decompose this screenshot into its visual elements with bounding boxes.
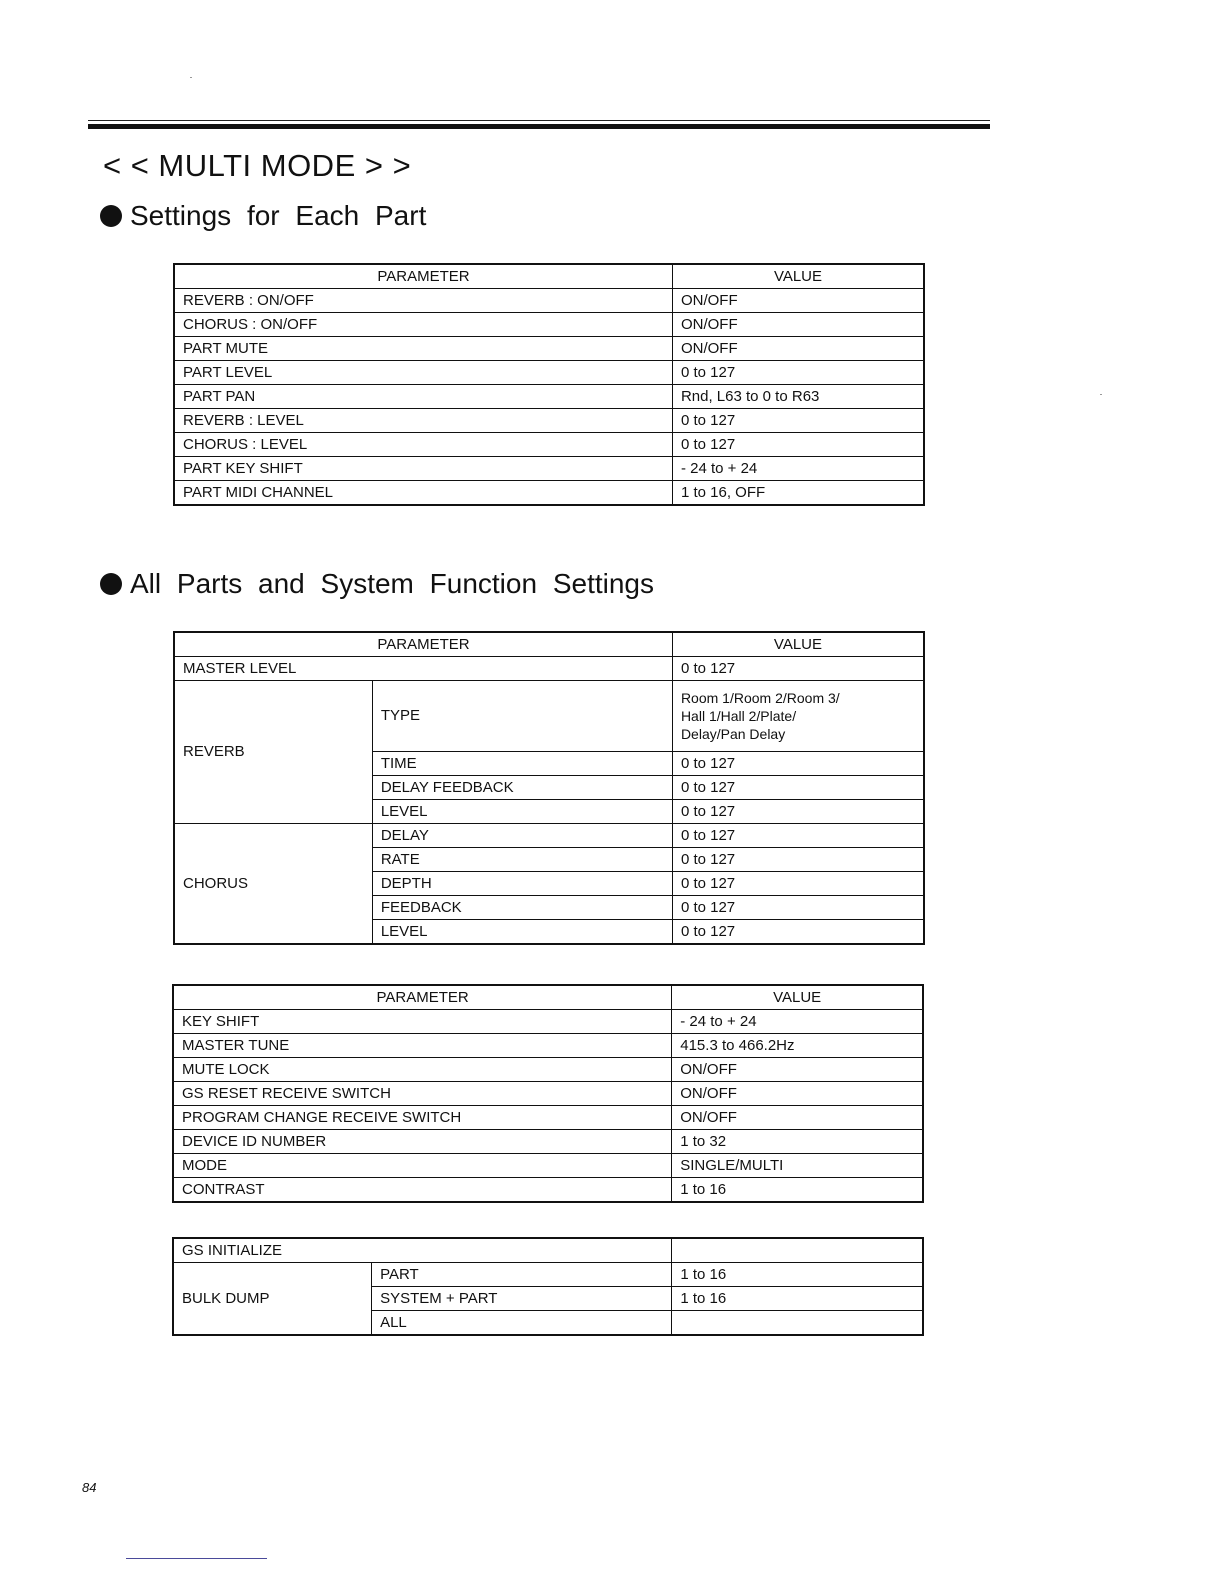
section-heading-text: Settings for Each Part (130, 200, 427, 231)
param-cell: SYSTEM + PART (372, 1287, 672, 1311)
value-cell: ON/OFF (672, 1106, 923, 1130)
param-cell: PART KEY SHIFT (174, 457, 672, 481)
table-row (174, 481, 924, 506)
value-cell: SINGLE/MULTI (672, 1154, 923, 1178)
table-row (173, 1154, 923, 1178)
value-cell: 0 to 127 (672, 800, 924, 824)
param-cell: CHORUS : LEVEL (174, 433, 672, 457)
table-row (174, 433, 924, 457)
header-parameter: PARAMETER (174, 632, 672, 657)
header-value: VALUE (672, 264, 924, 289)
value-cell: ON/OFF (672, 313, 924, 337)
table-row (173, 1130, 923, 1154)
value-cell: 0 to 127 (672, 872, 924, 896)
value-cell: 415.3 to 466.2Hz (672, 1034, 923, 1058)
table-row (174, 657, 924, 681)
value-cell: 0 to 127 (672, 752, 924, 776)
value-cell: ON/OFF (672, 1082, 923, 1106)
param-cell: MASTER TUNE (173, 1034, 672, 1058)
table-row (174, 457, 924, 481)
table-row (174, 361, 924, 385)
header-rule-thin (88, 120, 990, 121)
param-cell: PART PAN (174, 385, 672, 409)
value-cell: Rnd, L63 to 0 to R63 (672, 385, 924, 409)
value-cell: 1 to 16 (672, 1287, 923, 1311)
table-row (174, 289, 924, 313)
header-parameter: PARAMETER (173, 985, 672, 1010)
header-rule-thick (88, 124, 990, 129)
group-cell-reverb: REVERB (174, 681, 372, 824)
table-header-row (174, 632, 924, 657)
value-cell: - 24 to + 24 (672, 457, 924, 481)
header-value: VALUE (672, 632, 924, 657)
type-line: Delay/Pan Delay (680, 726, 786, 742)
value-cell: 0 to 127 (672, 848, 924, 872)
table-reverb-chorus (173, 631, 925, 945)
param-cell: CONTRAST (173, 1178, 672, 1203)
param-cell: LEVEL (372, 920, 672, 945)
param-cell: TYPE (372, 681, 672, 752)
param-cell: RATE (372, 848, 672, 872)
param-cell: DELAY (372, 824, 672, 848)
value-cell-type (672, 681, 924, 752)
value-cell: 0 to 127 (672, 824, 924, 848)
table-system-functions (172, 984, 924, 1203)
param-cell: TIME (372, 752, 672, 776)
value-cell: 0 to 127 (672, 776, 924, 800)
table-row (173, 1106, 923, 1130)
value-cell: 0 to 127 (672, 920, 924, 945)
param-cell: DEVICE ID NUMBER (173, 1130, 672, 1154)
param-cell: MASTER LEVEL (174, 657, 672, 681)
page-title: < < MULTI MODE > > (103, 148, 412, 183)
table-row (174, 409, 924, 433)
param-cell: GS INITIALIZE (173, 1238, 672, 1263)
param-cell: DELAY FEEDBACK (372, 776, 672, 800)
table-row (173, 1263, 923, 1287)
value-cell: ON/OFF (672, 289, 924, 313)
param-cell: PART (372, 1263, 672, 1287)
table-initialize-dump (172, 1237, 924, 1336)
section-heading-text: All Parts and System Function Settings (130, 568, 654, 599)
bottom-rule (126, 1558, 267, 1559)
param-cell: MODE (173, 1154, 672, 1178)
param-cell: GS RESET RECEIVE SWITCH (173, 1082, 672, 1106)
page-number: 84 (82, 1480, 97, 1495)
value-cell: - 24 to + 24 (672, 1010, 923, 1034)
scan-speck (190, 77, 192, 78)
value-cell: ON/OFF (672, 1058, 923, 1082)
value-cell: 0 to 127 (672, 657, 924, 681)
param-cell: REVERB : LEVEL (174, 409, 672, 433)
header-parameter: PARAMETER (174, 264, 672, 289)
value-cell (672, 1311, 923, 1336)
value-cell: 1 to 32 (672, 1130, 923, 1154)
param-cell: REVERB : ON/OFF (174, 289, 672, 313)
table-row (174, 385, 924, 409)
table-row (174, 681, 924, 752)
value-cell-empty (672, 1238, 923, 1263)
value-cell: 0 to 127 (672, 433, 924, 457)
table-row (174, 824, 924, 848)
table-header-row (174, 264, 924, 289)
table-row (173, 1058, 923, 1082)
table-each-part (173, 263, 925, 506)
type-line: Hall 1/Hall 2/Plate/ (680, 708, 797, 724)
scan-speck (1100, 394, 1102, 395)
bullet-icon (100, 573, 122, 595)
param-cell: PART MUTE (174, 337, 672, 361)
group-cell-chorus: CHORUS (174, 824, 372, 945)
table-row (174, 313, 924, 337)
table-header-row (173, 985, 923, 1010)
bullet-icon (100, 205, 122, 227)
type-line: Room 1/Room 2/Room 3/ (680, 690, 840, 706)
table-row (173, 1034, 923, 1058)
param-cell: PART LEVEL (174, 361, 672, 385)
value-cell: 1 to 16 (672, 1178, 923, 1203)
group-cell-bulk-dump: BULK DUMP (173, 1263, 372, 1336)
section-heading-each-part (100, 200, 426, 232)
param-cell: PART MIDI CHANNEL (174, 481, 672, 506)
table-row (173, 1238, 923, 1263)
param-cell: CHORUS : ON/OFF (174, 313, 672, 337)
value-cell: ON/OFF (672, 337, 924, 361)
header-value: VALUE (672, 985, 923, 1010)
table-row (173, 1082, 923, 1106)
param-cell: PROGRAM CHANGE RECEIVE SWITCH (173, 1106, 672, 1130)
table-row (173, 1010, 923, 1034)
value-cell: 0 to 127 (672, 361, 924, 385)
param-cell: KEY SHIFT (173, 1010, 672, 1034)
section-heading-all-parts (100, 568, 654, 600)
value-cell: 1 to 16, OFF (672, 481, 924, 506)
table-row (173, 1178, 923, 1203)
param-cell: DEPTH (372, 872, 672, 896)
param-cell: MUTE LOCK (173, 1058, 672, 1082)
value-cell: 1 to 16 (672, 1263, 923, 1287)
table-row (174, 337, 924, 361)
value-cell: 0 to 127 (672, 409, 924, 433)
param-cell: ALL (372, 1311, 672, 1336)
value-cell: 0 to 127 (672, 896, 924, 920)
param-cell: LEVEL (372, 800, 672, 824)
param-cell: FEEDBACK (372, 896, 672, 920)
